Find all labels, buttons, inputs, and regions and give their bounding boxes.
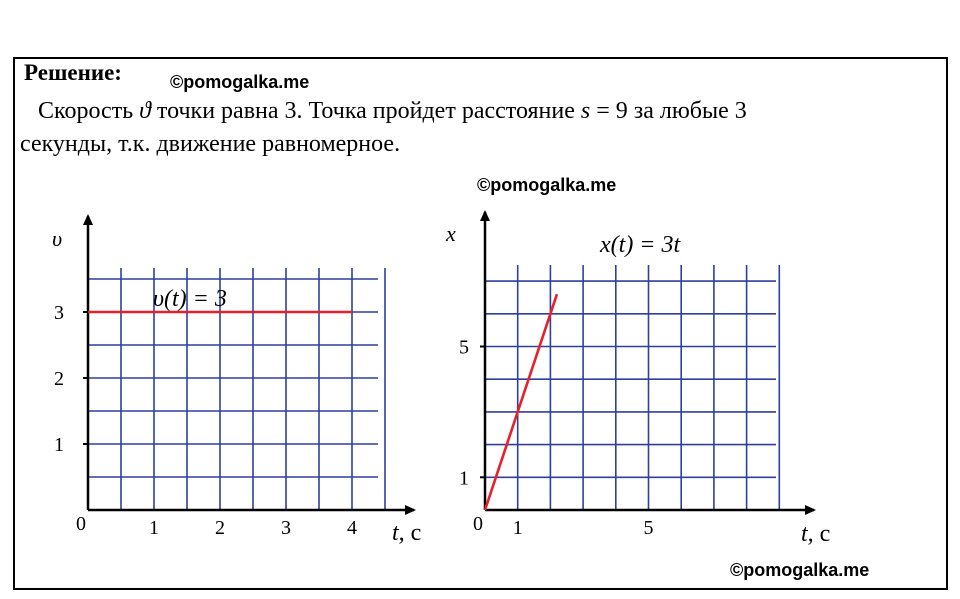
x-tick-label: 5 <box>643 517 654 539</box>
y-tick-label: 1 <box>54 434 64 456</box>
y-tick-label: 5 <box>459 336 469 359</box>
x-axis-label <box>801 521 830 547</box>
y-axis-label: υ <box>52 226 63 251</box>
origin-label: 0 <box>473 513 483 535</box>
x-tick-label: 3 <box>281 517 291 539</box>
text-part: = 9 за любые 3 <box>590 98 747 124</box>
x-tick-label: 1 <box>512 517 523 539</box>
x-axis-variable: t, <box>801 521 814 547</box>
x-axis-label <box>392 520 421 546</box>
chart-formula: υ(t) = 3 <box>153 286 227 312</box>
x-tick-label: 1 <box>149 517 159 539</box>
watermark-bottom: ©pomogalka.me <box>730 560 870 580</box>
velocity-symbol: ϑ <box>139 98 151 124</box>
x-axis-variable: t, <box>392 520 405 546</box>
x-axis-unit: с <box>813 521 831 547</box>
y-tick-label: 2 <box>54 368 64 390</box>
coordinate-chart <box>445 212 830 547</box>
watermark-middle: ©pomogalka.me <box>477 175 617 195</box>
solution-text-line-2: секунды, т.к. движение равномерное. <box>20 131 401 157</box>
solution-heading: Решение: <box>24 60 122 85</box>
distance-symbol: s <box>580 98 591 124</box>
text-part: точки равна 3. Точка пройдет расстояние <box>150 98 581 124</box>
x-tick-label: 4 <box>347 517 357 539</box>
chart-formula: x(t) = 3t <box>600 232 681 258</box>
x-axis-unit: с <box>404 520 422 546</box>
x-tick-label: 2 <box>215 517 225 539</box>
y-tick-label: 1 <box>459 467 469 490</box>
velocity-chart <box>52 216 421 546</box>
watermark-top: ©pomogalka.me <box>170 72 310 92</box>
origin-label: 0 <box>76 513 86 535</box>
text-part: Скорость <box>38 98 140 124</box>
y-axis-label: x <box>446 221 456 246</box>
y-tick-label: 3 <box>54 302 64 324</box>
